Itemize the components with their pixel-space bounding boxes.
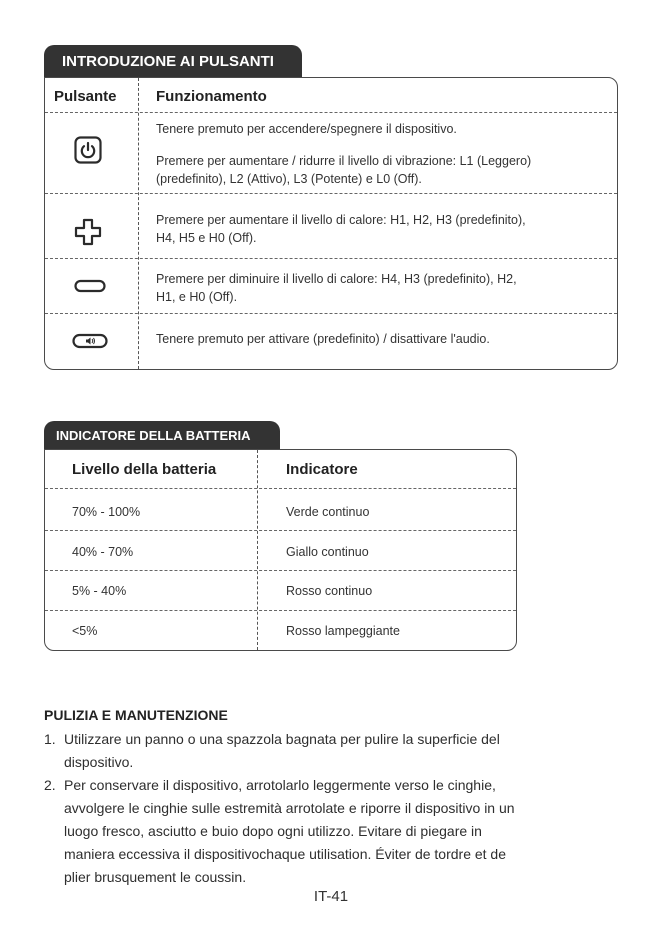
battery-indicator-cell: Verde continuo [286, 505, 370, 519]
button-power-desc-3: (predefinito), L2 (Attivo), L3 (Potente) e L0 (Off). [156, 172, 422, 186]
power-icon [74, 136, 102, 169]
battery-level-cell: <5% [72, 624, 98, 638]
cleaning-section-title: PULIZIA E MANUTENZIONE [44, 707, 228, 723]
row-divider [45, 530, 516, 531]
button-minus-desc-1: Premere per diminuire il livello di calore: H4, H3 (predefinito), H2, [156, 272, 517, 286]
battery-section-title: INDICATORE DELLA BATTERIA [44, 421, 280, 450]
button-minus-desc-2: H1, e H0 (Off). [156, 290, 238, 304]
battery-level-cell: 70% - 100% [72, 505, 141, 519]
button-power-desc-2: Premere per aumentare / ridurre il livello di vibrazione: L1 (Leggero) [156, 154, 532, 168]
list-item [44, 774, 614, 889]
list-item-number: 1. [44, 731, 56, 747]
cleaning-instructions-list [44, 728, 614, 889]
row-divider [45, 112, 617, 113]
list-item-number: 2. [44, 777, 56, 793]
row-divider [45, 193, 617, 194]
column-divider [138, 78, 139, 369]
list-item-line: dispositivo. [64, 754, 134, 770]
column-divider [257, 450, 258, 650]
list-item-line: Per conservare il dispositivo, arrotolarlo leggermente verso le cinghie, [64, 777, 496, 793]
row-divider [45, 610, 516, 611]
list-item-line: Utilizzare un panno o una spazzola bagnata per pulire la superficie del [64, 731, 500, 747]
col-header-level: Livello della batteria [72, 461, 217, 478]
list-item-line: plier brusquement le coussin. [64, 869, 247, 885]
battery-indicator-cell: Rosso lampeggiante [286, 624, 400, 638]
battery-indicator-cell: Giallo continuo [286, 545, 369, 559]
battery-indicator-cell: Rosso continuo [286, 584, 373, 598]
buttons-section-title: INTRODUZIONE AI PULSANTI [44, 45, 302, 78]
row-divider [45, 313, 617, 314]
button-audio-desc-1: Tenere premuto per attivare (predefinito) / disattivare l'audio. [156, 332, 490, 346]
col-header-button: Pulsante [54, 88, 117, 105]
button-plus-desc-2: H4, H5 e H0 (Off). [156, 231, 257, 245]
col-header-indicator: Indicatore [286, 461, 358, 478]
minus-icon [74, 279, 106, 298]
battery-level-cell: 40% - 70% [72, 545, 134, 559]
battery-level-cell: 5% - 40% [72, 584, 127, 598]
list-item-line: luogo fresco, asciutto e buio dopo ogni utilizzo. Evitare di piegare in [64, 823, 482, 839]
plus-icon [74, 218, 102, 251]
list-item-line: avvolgere le cinghie sulle estremità arrotolate e riporre il dispositivo in un [64, 800, 515, 816]
col-header-function: Funzionamento [156, 88, 267, 105]
list-item [44, 728, 614, 774]
page-number: IT-41 [313, 888, 349, 905]
row-divider [45, 258, 617, 259]
button-plus-desc-1: Premere per aumentare il livello di calore: H1, H2, H3 (predefinito), [156, 213, 526, 227]
audio-button-icon [72, 333, 108, 354]
list-item-line: maniera eccessiva il dispositivochaque utilisation. Éviter de tordre et de [64, 846, 507, 862]
row-divider [45, 570, 516, 571]
row-divider [45, 488, 516, 489]
button-power-desc-1: Tenere premuto per accendere/spegnere il dispositivo. [156, 122, 457, 136]
